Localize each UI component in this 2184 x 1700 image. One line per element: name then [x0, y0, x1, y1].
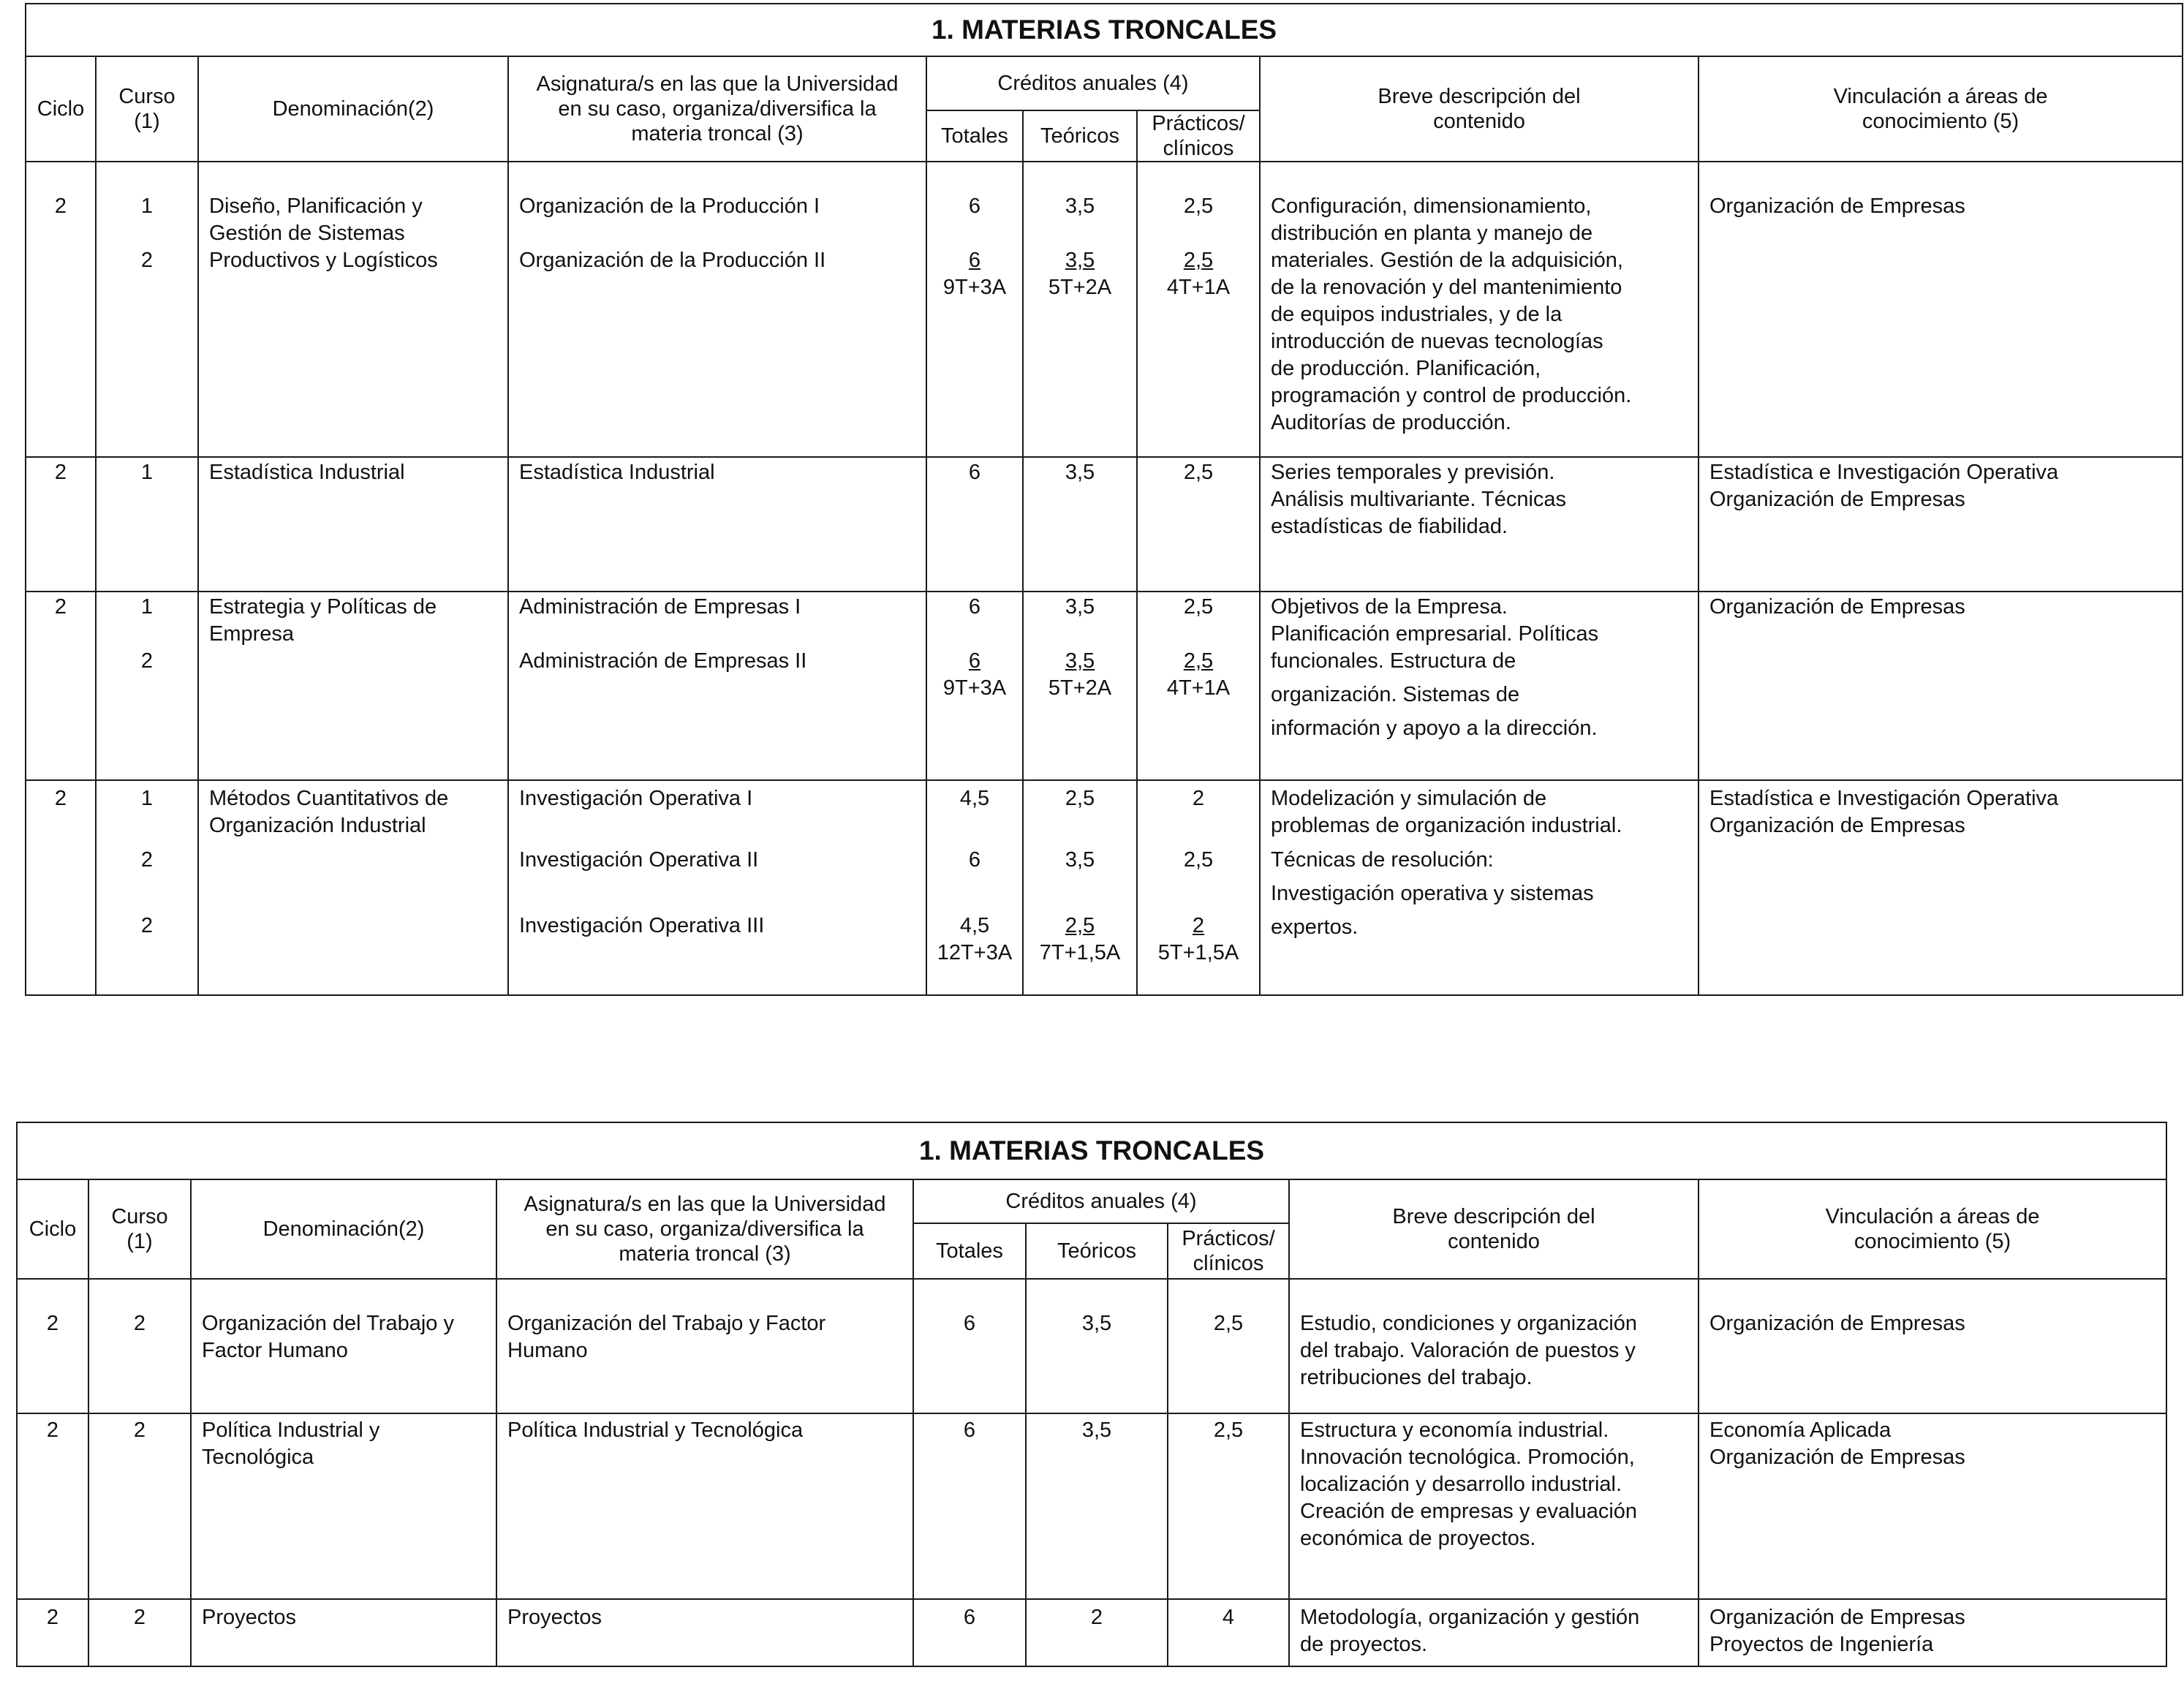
header-totales: Totales	[913, 1223, 1026, 1279]
curso-cell: 1 2	[96, 592, 198, 780]
descripcion-cell: Estructura y economía industrial. Innovación tecnológica. Promoción, localización y desarrollo industrial. Creación de empresas y evaluación económica de proyectos.	[1289, 1413, 1699, 1599]
ciclo-cell: 2	[26, 780, 96, 995]
header-creditos: Créditos anuales (4)	[926, 56, 1260, 110]
denominacion-cell: Política Industrial y Tecnológica	[191, 1413, 496, 1599]
curso-cell: 1	[96, 457, 198, 592]
header-curso: Curso (1)	[88, 1179, 191, 1279]
curso-cell: 1 2	[96, 162, 198, 457]
header-totales: Totales	[926, 110, 1023, 162]
teoricos-cell: 3,5	[1026, 1413, 1168, 1599]
teoricos-cell: 3,5 3,5 5T+2A	[1023, 592, 1137, 780]
header-practicos: Prácticos/ clínicos	[1137, 110, 1260, 162]
vinculacion-cell: Organización de Empresas Proyectos de Ingeniería	[1699, 1599, 2166, 1666]
practicos-cell: 2,5	[1168, 1279, 1289, 1413]
teoricos-cell: 3,5	[1026, 1279, 1168, 1413]
table-row	[17, 1279, 2166, 1413]
materias-troncales-table-2	[16, 1122, 2167, 1667]
vinculacion-cell: Organización de Empresas	[1699, 592, 2183, 780]
totales-cell: 6	[926, 457, 1023, 592]
header-teoricos: Teóricos	[1023, 110, 1137, 162]
asignaturas-cell: Política Industrial y Tecnológica	[496, 1413, 913, 1599]
ciclo-cell: 2	[26, 592, 96, 780]
table-row	[26, 162, 2183, 457]
practicos-cell: 2,5 2,5 4T+1A	[1137, 162, 1260, 457]
vinculacion-cell: Organización de Empresas	[1699, 162, 2183, 457]
ciclo-cell: 2	[17, 1599, 88, 1666]
asignaturas-cell: Organización de la Producción I Organización de la Producción II	[508, 162, 926, 457]
teoricos-cell: 3,5	[1023, 457, 1137, 592]
teoricos-cell: 2	[1026, 1599, 1168, 1666]
header-denominacion: Denominación(2)	[191, 1179, 496, 1279]
header-practicos: Prácticos/ clínicos	[1168, 1223, 1289, 1279]
header-asignaturas: Asignatura/s en las que la Universidad en su caso, organiza/diversifica la materia troncal (3)	[496, 1179, 913, 1279]
header-descripcion: Breve descripción del contenido	[1289, 1179, 1699, 1279]
descripcion-cell: Configuración, dimensionamiento, distribución en planta y manejo de materiales. Gestión de la adquisición, de la renovación y del mantenimiento de equipos industriales, y de la introducción de nuevas tecnologías de producción. Planificación, programación y control de producción. Auditorías de producción.	[1260, 162, 1699, 457]
denominacion-cell: Estrategia y Políticas de Empresa	[198, 592, 508, 780]
table-row	[17, 1599, 2166, 1666]
asignaturas-cell: Estadística Industrial	[508, 457, 926, 592]
asignaturas-cell: Organización del Trabajo y Factor Humano	[496, 1279, 913, 1413]
curso-cell: 2	[88, 1413, 191, 1599]
asignaturas-cell: Investigación Operativa I Investigación Operativa II Investigación Operativa III	[508, 780, 926, 995]
practicos-cell: 2,5	[1168, 1413, 1289, 1599]
totales-cell: 6	[913, 1279, 1026, 1413]
vinculacion-cell: Organización de Empresas	[1699, 1279, 2166, 1413]
practicos-cell: 4	[1168, 1599, 1289, 1666]
totales-cell: 6	[913, 1599, 1026, 1666]
teoricos-cell: 3,5 3,5 5T+2A	[1023, 162, 1137, 457]
header-asignaturas: Asignatura/s en las que la Universidad en su caso, organiza/diversifica la materia troncal (3)	[508, 56, 926, 162]
vinculacion-cell: Estadística e Investigación Operativa Organización de Empresas	[1699, 457, 2183, 592]
ciclo-cell: 2	[17, 1279, 88, 1413]
header-teoricos: Teóricos	[1026, 1223, 1168, 1279]
header-descripcion: Breve descripción del contenido	[1260, 56, 1699, 162]
denominacion-cell: Métodos Cuantitativos de Organización Industrial	[198, 780, 508, 995]
table-row	[26, 592, 2183, 780]
curso-cell: 1 2 2	[96, 780, 198, 995]
denominacion-cell: Organización del Trabajo y Factor Humano	[191, 1279, 496, 1413]
totales-cell: 6 6 9T+3A	[926, 592, 1023, 780]
ciclo-cell: 2	[17, 1413, 88, 1599]
denominacion-cell: Estadística Industrial	[198, 457, 508, 592]
table-title: 1. MATERIAS TRONCALES	[17, 1122, 2166, 1179]
materias-troncales-table-1	[25, 3, 2183, 996]
descripcion-cell: Metodología, organización y gestión de proyectos.	[1289, 1599, 1699, 1666]
ciclo-cell: 2	[26, 162, 96, 457]
header-creditos: Créditos anuales (4)	[913, 1179, 1289, 1223]
totales-cell: 6	[913, 1413, 1026, 1599]
table-row	[17, 1413, 2166, 1599]
practicos-cell: 2,5 2,5 4T+1A	[1137, 592, 1260, 780]
descripcion-cell: Objetivos de la Empresa. Planificación empresarial. Políticas funcionales. Estructura de organización. Sistemas de información y apoyo a la dirección.	[1260, 592, 1699, 780]
practicos-cell: 2,5	[1137, 457, 1260, 592]
curso-cell: 2	[88, 1599, 191, 1666]
curso-cell: 2	[88, 1279, 191, 1413]
denominacion-cell: Diseño, Planificación y Gestión de Sistemas Productivos y Logísticos	[198, 162, 508, 457]
table-row	[26, 457, 2183, 592]
vinculacion-cell: Estadística e Investigación Operativa Organización de Empresas	[1699, 780, 2183, 995]
descripcion-cell: Estudio, condiciones y organización del trabajo. Valoración de puestos y retribuciones del trabajo.	[1289, 1279, 1699, 1413]
descripcion-cell: Modelización y simulación de problemas de organización industrial. Técnicas de resolución: Investigación operativa y sistemas expertos.	[1260, 780, 1699, 995]
table-title: 1. MATERIAS TRONCALES	[26, 4, 2183, 56]
vinculacion-cell: Economía Aplicada Organización de Empresas	[1699, 1413, 2166, 1599]
header-denominacion: Denominación(2)	[198, 56, 508, 162]
ciclo-cell: 2	[26, 457, 96, 592]
descripcion-cell: Series temporales y previsión. Análisis multivariante. Técnicas estadísticas de fiabilidad.	[1260, 457, 1699, 592]
header-vinculacion: Vinculación a áreas de conocimiento (5)	[1699, 1179, 2166, 1279]
asignaturas-cell: Proyectos	[496, 1599, 913, 1666]
practicos-cell: 2 2,5 2 5T+1,5A	[1137, 780, 1260, 995]
denominacion-cell: Proyectos	[191, 1599, 496, 1666]
totales-cell: 4,5 6 4,5 12T+3A	[926, 780, 1023, 995]
totales-cell: 6 6 9T+3A	[926, 162, 1023, 457]
asignaturas-cell: Administración de Empresas I Administración de Empresas II	[508, 592, 926, 780]
teoricos-cell: 2,5 3,5 2,5 7T+1,5A	[1023, 780, 1137, 995]
header-vinculacion: Vinculación a áreas de conocimiento (5)	[1699, 56, 2183, 162]
header-ciclo: Ciclo	[26, 56, 96, 162]
header-ciclo: Ciclo	[17, 1179, 88, 1279]
table-row	[26, 780, 2183, 995]
header-curso: Curso (1)	[96, 56, 198, 162]
